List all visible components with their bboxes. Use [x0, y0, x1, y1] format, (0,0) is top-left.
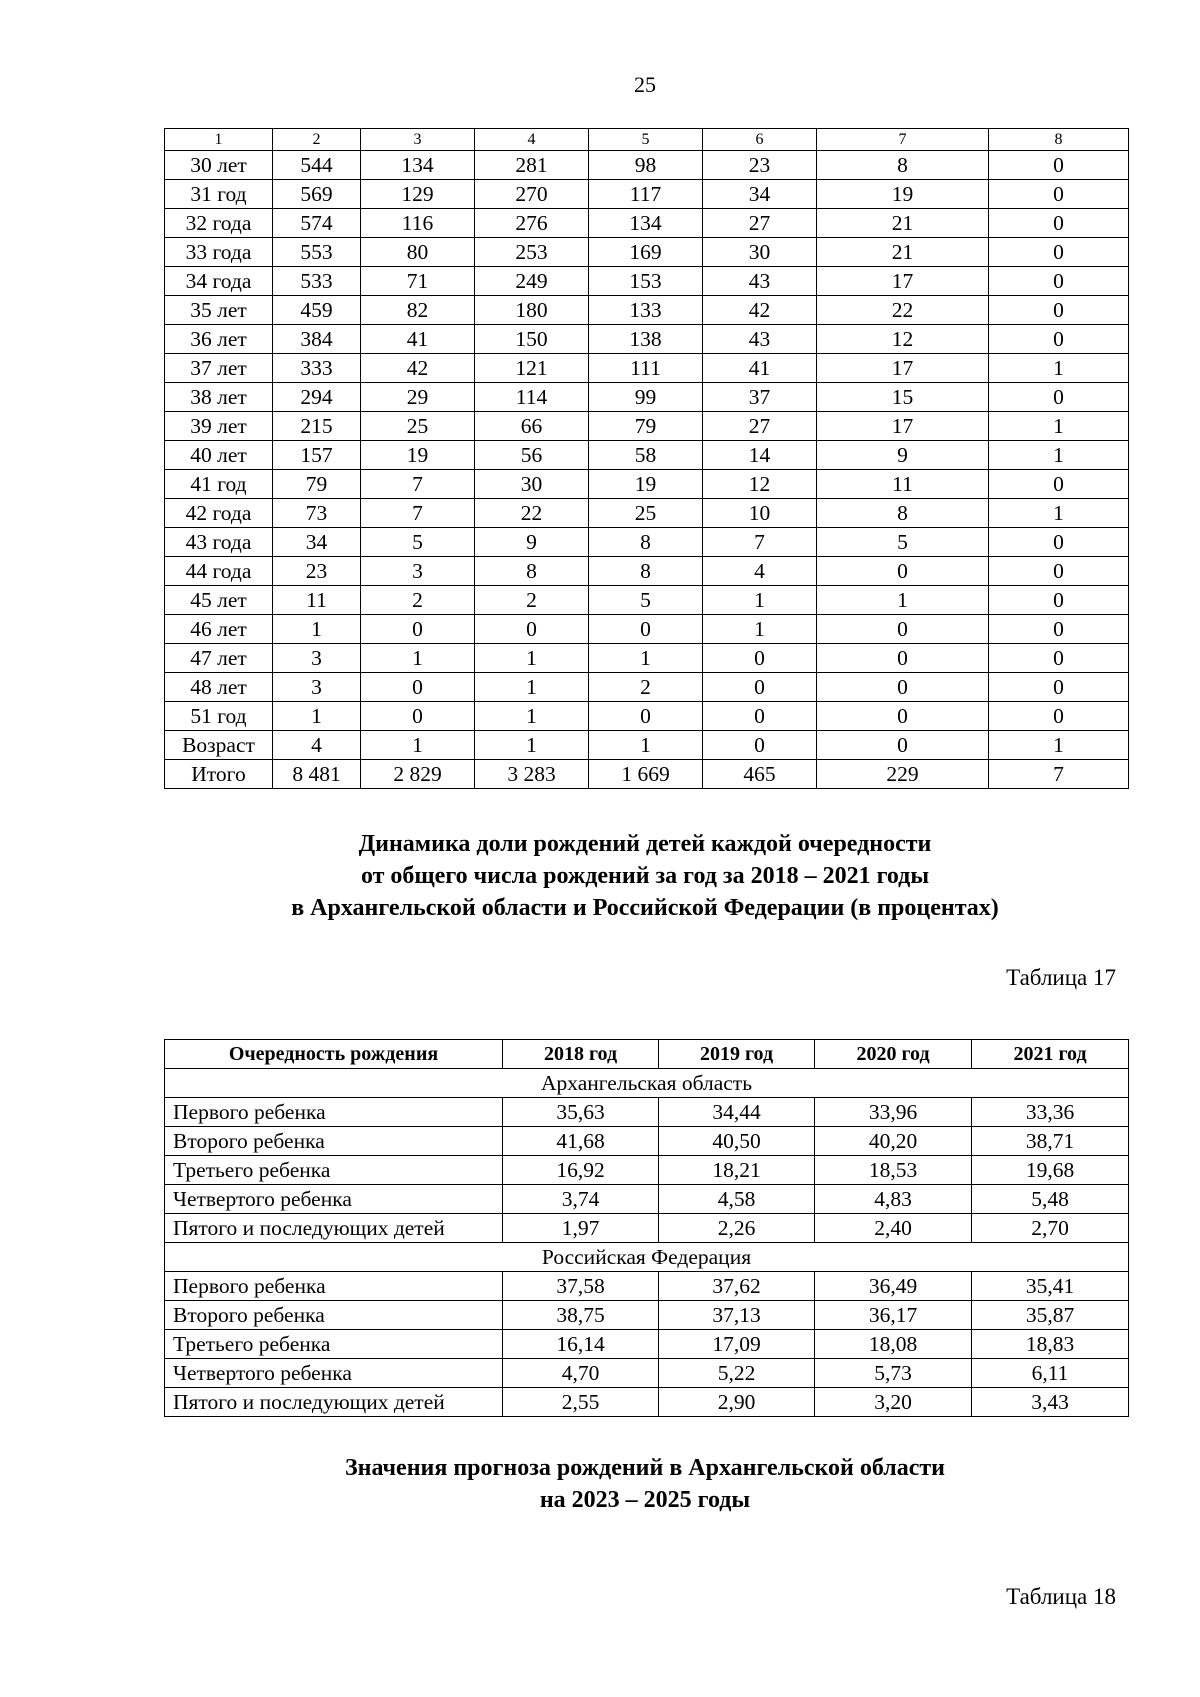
value-cell: 17 [817, 267, 989, 296]
table17-label: Таблица 17 [1006, 965, 1116, 990]
value-cell: 138 [589, 325, 703, 354]
percent-cell: 5,22 [659, 1359, 815, 1388]
value-cell: 73 [273, 499, 361, 528]
age-cell: 42 года [165, 499, 273, 528]
value-cell: 25 [361, 412, 475, 441]
column-number-cell: 2 [273, 129, 361, 151]
births-by-age-table [164, 128, 1129, 789]
percent-cell: 35,87 [972, 1301, 1129, 1330]
percent-cell: 40,20 [815, 1127, 972, 1156]
age-cell: 41 год [165, 470, 273, 499]
value-cell: 0 [703, 731, 817, 760]
table-row [165, 151, 1129, 180]
value-cell: 22 [475, 499, 589, 528]
value-cell: 121 [475, 354, 589, 383]
value-cell: 1 [703, 586, 817, 615]
table-row [165, 499, 1129, 528]
table-row [165, 1098, 1129, 1127]
table-row [165, 731, 1129, 760]
value-cell: 3 [273, 673, 361, 702]
value-cell: 11 [817, 470, 989, 499]
value-cell: 3 [273, 644, 361, 673]
percent-cell: 4,83 [815, 1185, 972, 1214]
value-cell: 12 [817, 325, 989, 354]
table-row [165, 1127, 1129, 1156]
value-cell: 41 [361, 325, 475, 354]
birth-order-cell: Первого ребенка [165, 1098, 503, 1127]
value-cell: 544 [273, 151, 361, 180]
age-cell: 34 года [165, 267, 273, 296]
value-cell: 1 [361, 731, 475, 760]
column-number-cell: 8 [989, 129, 1129, 151]
table18-heading-line1: Значения прогноза рождений в Архангельской области [344, 1455, 945, 1481]
table-row [165, 267, 1129, 296]
age-cell: Возраст [165, 731, 273, 760]
section-title: Архангельская область [165, 1069, 1129, 1098]
table-row [165, 615, 1129, 644]
percent-cell: 38,75 [503, 1301, 659, 1330]
value-cell: 114 [475, 383, 589, 412]
percent-cell: 1,97 [503, 1214, 659, 1243]
value-cell: 1 [273, 702, 361, 731]
value-cell: 1 [361, 644, 475, 673]
value-cell: 0 [989, 209, 1129, 238]
value-cell: 8 [589, 557, 703, 586]
value-cell: 134 [361, 151, 475, 180]
percent-cell: 3,20 [815, 1388, 972, 1417]
value-cell: 117 [589, 180, 703, 209]
value-cell: 11 [273, 586, 361, 615]
age-cell: 30 лет [165, 151, 273, 180]
percent-cell: 18,21 [659, 1156, 815, 1185]
value-cell: 98 [589, 151, 703, 180]
value-cell: 270 [475, 180, 589, 209]
value-cell: 27 [703, 209, 817, 238]
table-row [165, 557, 1129, 586]
value-cell: 8 481 [273, 760, 361, 789]
value-cell: 42 [361, 354, 475, 383]
birth-order-cell: Третьего ребенка [165, 1156, 503, 1185]
table-row [165, 1330, 1129, 1359]
table-row [165, 1359, 1129, 1388]
value-cell: 2 829 [361, 760, 475, 789]
value-cell: 1 [589, 644, 703, 673]
column-header: 2018 год [503, 1040, 659, 1069]
table-row [165, 528, 1129, 557]
value-cell: 1 [589, 731, 703, 760]
table-row [165, 209, 1129, 238]
age-cell: 51 год [165, 702, 273, 731]
column-header: Очередность рождения [165, 1040, 503, 1069]
value-cell: 0 [989, 470, 1129, 499]
value-cell: 157 [273, 441, 361, 470]
table-row [165, 470, 1129, 499]
percent-cell: 18,83 [972, 1330, 1129, 1359]
column-number-cell: 4 [475, 129, 589, 151]
table18-heading-line2: на 2023 – 2025 годы [539, 1487, 751, 1513]
value-cell: 0 [703, 644, 817, 673]
table-row [165, 441, 1129, 470]
value-cell: 1 [475, 702, 589, 731]
birth-order-cell: Третьего ребенка [165, 1330, 503, 1359]
value-cell: 25 [589, 499, 703, 528]
value-cell: 249 [475, 267, 589, 296]
value-cell: 1 [273, 615, 361, 644]
value-cell: 58 [589, 441, 703, 470]
value-cell: 0 [817, 615, 989, 644]
percent-cell: 19,68 [972, 1156, 1129, 1185]
value-cell: 1 [475, 644, 589, 673]
column-number-cell: 3 [361, 129, 475, 151]
value-cell: 3 [361, 557, 475, 586]
value-cell: 133 [589, 296, 703, 325]
age-cell: 40 лет [165, 441, 273, 470]
value-cell: 0 [703, 673, 817, 702]
value-cell: 0 [703, 702, 817, 731]
value-cell: 21 [817, 209, 989, 238]
table-row [165, 180, 1129, 209]
value-cell: 276 [475, 209, 589, 238]
age-cell: 47 лет [165, 644, 273, 673]
value-cell: 1 [989, 499, 1129, 528]
percent-cell: 6,11 [972, 1359, 1129, 1388]
value-cell: 2 [475, 586, 589, 615]
value-cell: 3 283 [475, 760, 589, 789]
table17-heading-line2: от общего числа рождений за год за 2018 – 2021 годы [360, 863, 930, 889]
value-cell: 1 [989, 354, 1129, 383]
age-cell: 36 лет [165, 325, 273, 354]
section-row [165, 1069, 1129, 1098]
percent-cell: 33,36 [972, 1098, 1129, 1127]
value-cell: 30 [703, 238, 817, 267]
birth-order-cell: Второго ребенка [165, 1127, 503, 1156]
page-number: 25 [634, 72, 656, 97]
value-cell: 1 669 [589, 760, 703, 789]
value-cell: 8 [589, 528, 703, 557]
table-row [165, 1272, 1129, 1301]
value-cell: 27 [703, 412, 817, 441]
value-cell: 56 [475, 441, 589, 470]
percent-cell: 36,49 [815, 1272, 972, 1301]
table-row [165, 586, 1129, 615]
percent-cell: 40,50 [659, 1127, 815, 1156]
value-cell: 215 [273, 412, 361, 441]
value-cell: 459 [273, 296, 361, 325]
value-cell: 0 [361, 615, 475, 644]
age-cell: 46 лет [165, 615, 273, 644]
table-row [165, 1301, 1129, 1330]
percent-cell: 18,53 [815, 1156, 972, 1185]
age-cell: Итого [165, 760, 273, 789]
value-cell: 0 [989, 528, 1129, 557]
value-cell: 1 [989, 731, 1129, 760]
table17-heading [45, 828, 1200, 924]
value-cell: 180 [475, 296, 589, 325]
value-cell: 7 [703, 528, 817, 557]
table-row [165, 383, 1129, 412]
table-header-row [165, 1040, 1129, 1069]
value-cell: 569 [273, 180, 361, 209]
value-cell: 0 [989, 615, 1129, 644]
table17-heading-line3: в Архангельской области и Российской Федерации (в процентах) [291, 895, 999, 921]
percent-cell: 5,73 [815, 1359, 972, 1388]
value-cell: 0 [989, 702, 1129, 731]
age-cell: 38 лет [165, 383, 273, 412]
birth-order-share-table [164, 1039, 1129, 1417]
value-cell: 0 [817, 557, 989, 586]
table-row [165, 673, 1129, 702]
value-cell: 23 [273, 557, 361, 586]
table-row [165, 1214, 1129, 1243]
value-cell: 22 [817, 296, 989, 325]
value-cell: 5 [589, 586, 703, 615]
value-cell: 1 [703, 615, 817, 644]
age-cell: 43 года [165, 528, 273, 557]
column-number-cell: 7 [817, 129, 989, 151]
percent-cell: 34,44 [659, 1098, 815, 1127]
column-number-cell: 1 [165, 129, 273, 151]
value-cell: 29 [361, 383, 475, 412]
age-cell: 35 лет [165, 296, 273, 325]
value-cell: 42 [703, 296, 817, 325]
age-cell: 39 лет [165, 412, 273, 441]
column-header: 2021 год [972, 1040, 1129, 1069]
value-cell: 1 [989, 441, 1129, 470]
value-cell: 30 [475, 470, 589, 499]
age-cell: 33 года [165, 238, 273, 267]
percent-cell: 36,17 [815, 1301, 972, 1330]
value-cell: 10 [703, 499, 817, 528]
column-number-row [165, 129, 1129, 151]
value-cell: 5 [817, 528, 989, 557]
table17-heading-line1: Динамика доли рождений детей каждой очередности [358, 831, 932, 857]
percent-cell: 3,43 [972, 1388, 1129, 1417]
age-cell: 31 год [165, 180, 273, 209]
value-cell: 82 [361, 296, 475, 325]
value-cell: 0 [989, 151, 1129, 180]
value-cell: 229 [817, 760, 989, 789]
value-cell: 253 [475, 238, 589, 267]
value-cell: 0 [589, 615, 703, 644]
value-cell: 1 [475, 673, 589, 702]
value-cell: 0 [989, 238, 1129, 267]
value-cell: 0 [475, 615, 589, 644]
value-cell: 17 [817, 354, 989, 383]
value-cell: 150 [475, 325, 589, 354]
table-row [165, 354, 1129, 383]
value-cell: 19 [361, 441, 475, 470]
value-cell: 384 [273, 325, 361, 354]
percent-cell: 18,08 [815, 1330, 972, 1359]
birth-order-cell: Пятого и последующих детей [165, 1388, 503, 1417]
percent-cell: 2,90 [659, 1388, 815, 1417]
value-cell: 71 [361, 267, 475, 296]
value-cell: 9 [475, 528, 589, 557]
age-cell: 44 года [165, 557, 273, 586]
table-row [165, 644, 1129, 673]
value-cell: 169 [589, 238, 703, 267]
column-header: 2020 год [815, 1040, 972, 1069]
value-cell: 43 [703, 267, 817, 296]
percent-cell: 17,09 [659, 1330, 815, 1359]
value-cell: 533 [273, 267, 361, 296]
value-cell: 4 [273, 731, 361, 760]
percent-cell: 35,41 [972, 1272, 1129, 1301]
age-cell: 48 лет [165, 673, 273, 702]
percent-cell: 2,40 [815, 1214, 972, 1243]
age-cell: 32 года [165, 209, 273, 238]
table-row [165, 238, 1129, 267]
value-cell: 0 [989, 557, 1129, 586]
value-cell: 23 [703, 151, 817, 180]
percent-cell: 3,74 [503, 1185, 659, 1214]
birth-order-cell: Второго ребенка [165, 1301, 503, 1330]
table18-heading [45, 1452, 1200, 1516]
value-cell: 5 [361, 528, 475, 557]
value-cell: 0 [989, 325, 1129, 354]
value-cell: 34 [273, 528, 361, 557]
percent-cell: 16,14 [503, 1330, 659, 1359]
value-cell: 294 [273, 383, 361, 412]
table-row [165, 325, 1129, 354]
percent-cell: 2,26 [659, 1214, 815, 1243]
birth-order-cell: Четвертого ребенка [165, 1185, 503, 1214]
value-cell: 12 [703, 470, 817, 499]
value-cell: 0 [361, 673, 475, 702]
value-cell: 0 [989, 383, 1129, 412]
percent-cell: 37,62 [659, 1272, 815, 1301]
value-cell: 0 [817, 673, 989, 702]
value-cell: 14 [703, 441, 817, 470]
value-cell: 7 [989, 760, 1129, 789]
value-cell: 21 [817, 238, 989, 267]
value-cell: 0 [989, 644, 1129, 673]
value-cell: 66 [475, 412, 589, 441]
value-cell: 79 [589, 412, 703, 441]
column-number-cell: 6 [703, 129, 817, 151]
table-row [165, 412, 1129, 441]
value-cell: 7 [361, 499, 475, 528]
value-cell: 0 [817, 644, 989, 673]
value-cell: 7 [361, 470, 475, 499]
value-cell: 153 [589, 267, 703, 296]
percent-cell: 33,96 [815, 1098, 972, 1127]
value-cell: 1 [475, 731, 589, 760]
value-cell: 41 [703, 354, 817, 383]
table18-label: Таблица 18 [1006, 1584, 1116, 1609]
percent-cell: 4,70 [503, 1359, 659, 1388]
value-cell: 0 [817, 702, 989, 731]
value-cell: 99 [589, 383, 703, 412]
value-cell: 9 [817, 441, 989, 470]
table-row [165, 760, 1129, 789]
value-cell: 0 [989, 296, 1129, 325]
value-cell: 0 [817, 731, 989, 760]
value-cell: 2 [589, 673, 703, 702]
table-row [165, 1156, 1129, 1185]
value-cell: 79 [273, 470, 361, 499]
column-number-cell: 5 [589, 129, 703, 151]
table-row [165, 1185, 1129, 1214]
percent-cell: 35,63 [503, 1098, 659, 1127]
percent-cell: 16,92 [503, 1156, 659, 1185]
age-cell: 37 лет [165, 354, 273, 383]
value-cell: 19 [589, 470, 703, 499]
value-cell: 34 [703, 180, 817, 209]
table-row [165, 296, 1129, 325]
value-cell: 0 [989, 586, 1129, 615]
section-row [165, 1243, 1129, 1272]
value-cell: 37 [703, 383, 817, 412]
value-cell: 134 [589, 209, 703, 238]
table-row [165, 1388, 1129, 1417]
table-row [165, 702, 1129, 731]
value-cell: 19 [817, 180, 989, 209]
value-cell: 0 [989, 267, 1129, 296]
percent-cell: 2,55 [503, 1388, 659, 1417]
value-cell: 574 [273, 209, 361, 238]
value-cell: 116 [361, 209, 475, 238]
value-cell: 129 [361, 180, 475, 209]
value-cell: 2 [361, 586, 475, 615]
value-cell: 4 [703, 557, 817, 586]
value-cell: 17 [817, 412, 989, 441]
value-cell: 8 [817, 499, 989, 528]
value-cell: 0 [989, 673, 1129, 702]
value-cell: 553 [273, 238, 361, 267]
value-cell: 43 [703, 325, 817, 354]
percent-cell: 38,71 [972, 1127, 1129, 1156]
value-cell: 0 [589, 702, 703, 731]
value-cell: 8 [817, 151, 989, 180]
value-cell: 111 [589, 354, 703, 383]
section-title: Российская Федерация [165, 1243, 1129, 1272]
percent-cell: 37,58 [503, 1272, 659, 1301]
column-header: 2019 год [659, 1040, 815, 1069]
percent-cell: 5,48 [972, 1185, 1129, 1214]
value-cell: 80 [361, 238, 475, 267]
birth-order-cell: Первого ребенка [165, 1272, 503, 1301]
percent-cell: 41,68 [503, 1127, 659, 1156]
percent-cell: 4,58 [659, 1185, 815, 1214]
value-cell: 333 [273, 354, 361, 383]
birth-order-cell: Четвертого ребенка [165, 1359, 503, 1388]
value-cell: 15 [817, 383, 989, 412]
birth-order-cell: Пятого и последующих детей [165, 1214, 503, 1243]
value-cell: 1 [989, 412, 1129, 441]
percent-cell: 2,70 [972, 1214, 1129, 1243]
percent-cell: 37,13 [659, 1301, 815, 1330]
value-cell: 1 [817, 586, 989, 615]
value-cell: 0 [989, 180, 1129, 209]
value-cell: 0 [361, 702, 475, 731]
value-cell: 8 [475, 557, 589, 586]
value-cell: 281 [475, 151, 589, 180]
value-cell: 465 [703, 760, 817, 789]
age-cell: 45 лет [165, 586, 273, 615]
